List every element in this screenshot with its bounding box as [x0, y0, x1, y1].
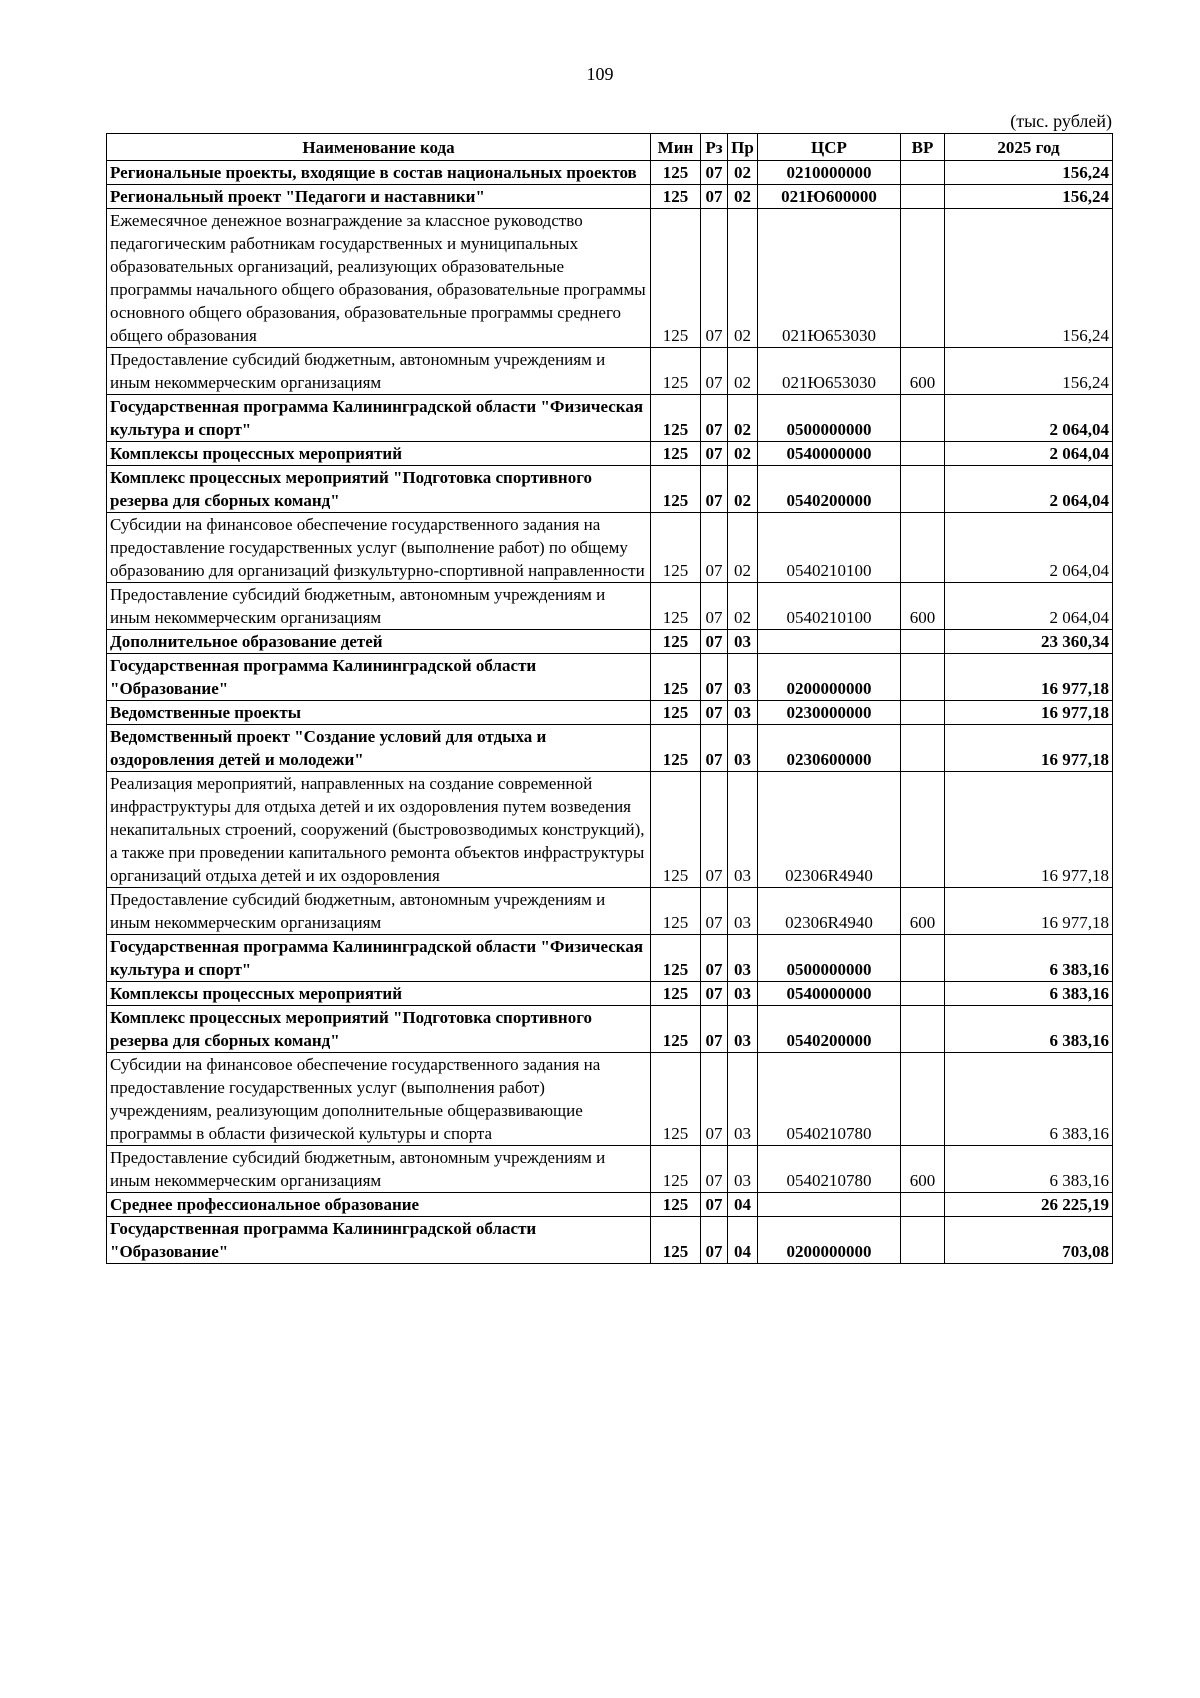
cell-csr: 0200000000 [758, 654, 901, 701]
cell-rz: 07 [701, 513, 728, 583]
cell-rz: 07 [701, 982, 728, 1006]
table-row [107, 725, 1113, 772]
cell-name: Предоставление субсидий бюджетным, автономным учреждениям и иным некоммерческим организациям [107, 348, 651, 395]
cell-min: 125 [651, 725, 701, 772]
cell-name: Субсидии на финансовое обеспечение государственного задания на предоставление государственных услуг (выполнение работ) по общему образованию для организаций физкультурно-спортивной направленности [107, 513, 651, 583]
cell-csr: 0200000000 [758, 1217, 901, 1264]
cell-csr: 0540210780 [758, 1146, 901, 1193]
cell-min: 125 [651, 348, 701, 395]
cell-pr: 03 [728, 935, 758, 982]
cell-name: Государственная программа Калининградской области "Образование" [107, 1217, 651, 1264]
cell-csr: 0210000000 [758, 161, 901, 185]
cell-amount: 156,24 [945, 348, 1113, 395]
cell-rz: 07 [701, 630, 728, 654]
cell-amount: 26 225,19 [945, 1193, 1113, 1217]
cell-rz: 07 [701, 654, 728, 701]
cell-csr: 0540200000 [758, 1006, 901, 1053]
table-row [107, 772, 1113, 888]
cell-csr: 0540210780 [758, 1053, 901, 1146]
cell-amount: 156,24 [945, 161, 1113, 185]
cell-name: Комплексы процессных мероприятий [107, 982, 651, 1006]
cell-name: Государственная программа Калининградской области "Образование" [107, 654, 651, 701]
cell-csr [758, 630, 901, 654]
cell-amount: 156,24 [945, 209, 1113, 348]
cell-amount: 156,24 [945, 185, 1113, 209]
units-note: (тыс. рублей) [1010, 111, 1112, 131]
cell-rz: 07 [701, 466, 728, 513]
cell-min: 125 [651, 442, 701, 466]
cell-csr: 0540200000 [758, 466, 901, 513]
cell-csr: 0540000000 [758, 442, 901, 466]
cell-amount: 16 977,18 [945, 888, 1113, 935]
cell-csr: 0540000000 [758, 982, 901, 1006]
cell-pr: 03 [728, 1006, 758, 1053]
cell-min: 125 [651, 161, 701, 185]
table-row [107, 1146, 1113, 1193]
table-row [107, 935, 1113, 982]
cell-min: 125 [651, 982, 701, 1006]
cell-csr: 02306R4940 [758, 772, 901, 888]
cell-amount: 6 383,16 [945, 1146, 1113, 1193]
cell-amount: 16 977,18 [945, 725, 1113, 772]
cell-min: 125 [651, 1146, 701, 1193]
cell-min: 125 [651, 466, 701, 513]
cell-pr: 03 [728, 654, 758, 701]
table-body [107, 161, 1113, 1264]
table-row [107, 701, 1113, 725]
table-row [107, 1006, 1113, 1053]
cell-vr: 600 [901, 583, 945, 630]
cell-vr [901, 1217, 945, 1264]
cell-name: Предоставление субсидий бюджетным, автономным учреждениям и иным некоммерческим организациям [107, 1146, 651, 1193]
cell-amount: 2 064,04 [945, 442, 1113, 466]
cell-csr [758, 1193, 901, 1217]
cell-amount: 2 064,04 [945, 583, 1113, 630]
cell-name: Среднее профессиональное образование [107, 1193, 651, 1217]
cell-rz: 07 [701, 1053, 728, 1146]
table-row [107, 185, 1113, 209]
cell-rz: 07 [701, 1006, 728, 1053]
table-row [107, 1053, 1113, 1146]
cell-pr: 03 [728, 772, 758, 888]
cell-vr [901, 442, 945, 466]
cell-vr [901, 513, 945, 583]
cell-min: 125 [651, 772, 701, 888]
cell-min: 125 [651, 1193, 701, 1217]
cell-rz: 07 [701, 772, 728, 888]
cell-vr [901, 161, 945, 185]
cell-rz: 07 [701, 161, 728, 185]
cell-name: Региональные проекты, входящие в состав национальных проектов [107, 161, 651, 185]
cell-min: 125 [651, 935, 701, 982]
cell-name: Комплекс процессных мероприятий "Подготовка спортивного резерва для сборных команд" [107, 1006, 651, 1053]
cell-rz: 07 [701, 442, 728, 466]
cell-vr [901, 701, 945, 725]
table-row [107, 442, 1113, 466]
cell-rz: 07 [701, 935, 728, 982]
cell-min: 125 [651, 630, 701, 654]
cell-min: 125 [651, 888, 701, 935]
cell-min: 125 [651, 185, 701, 209]
cell-pr: 02 [728, 513, 758, 583]
cell-name: Государственная программа Калининградской области "Физическая культура и спорт" [107, 395, 651, 442]
cell-pr: 02 [728, 583, 758, 630]
cell-pr: 02 [728, 395, 758, 442]
cell-pr: 02 [728, 185, 758, 209]
cell-vr [901, 630, 945, 654]
cell-amount: 6 383,16 [945, 935, 1113, 982]
cell-vr [901, 1053, 945, 1146]
cell-vr [901, 466, 945, 513]
table-row [107, 395, 1113, 442]
cell-min: 125 [651, 513, 701, 583]
cell-csr: 0540210100 [758, 513, 901, 583]
cell-rz: 07 [701, 1217, 728, 1264]
cell-min: 125 [651, 701, 701, 725]
cell-rz: 07 [701, 701, 728, 725]
table-row [107, 583, 1113, 630]
cell-pr: 03 [728, 630, 758, 654]
cell-csr: 0230600000 [758, 725, 901, 772]
cell-vr [901, 772, 945, 888]
cell-vr: 600 [901, 888, 945, 935]
cell-name: Субсидии на финансовое обеспечение государственного задания на предоставление государственных услуг (выполнения работ) учреждениям, реализующим дополнительные общеразвивающие программы в области физической культуры и спорта [107, 1053, 651, 1146]
cell-name: Государственная программа Калининградской области "Физическая культура и спорт" [107, 935, 651, 982]
cell-pr: 04 [728, 1193, 758, 1217]
header-min: Мин [651, 134, 701, 161]
cell-min: 125 [651, 1006, 701, 1053]
cell-min: 125 [651, 583, 701, 630]
header-name: Наименование кода [107, 134, 651, 161]
cell-rz: 07 [701, 1146, 728, 1193]
cell-pr: 03 [728, 701, 758, 725]
cell-csr: 0500000000 [758, 395, 901, 442]
cell-vr [901, 209, 945, 348]
table-row [107, 1217, 1113, 1264]
cell-name: Предоставление субсидий бюджетным, автономным учреждениям и иным некоммерческим организациям [107, 583, 651, 630]
table-header-row [107, 134, 1113, 161]
header-csr: ЦСР [758, 134, 901, 161]
cell-name: Реализация мероприятий, направленных на создание современной инфраструктуры для отдыха детей и их оздоровления путем возведения некапитальных строений, сооружений (быстровозводимых конструкций), а также при проведении капитального ремонта объектов инфраструктуры организаций отдыха детей и их оздоровления [107, 772, 651, 888]
table-row [107, 1193, 1113, 1217]
cell-vr [901, 725, 945, 772]
cell-amount: 2 064,04 [945, 466, 1113, 513]
cell-pr: 03 [728, 1146, 758, 1193]
cell-pr: 02 [728, 161, 758, 185]
cell-amount: 16 977,18 [945, 654, 1113, 701]
cell-csr: 0540210100 [758, 583, 901, 630]
cell-vr [901, 935, 945, 982]
cell-vr [901, 1006, 945, 1053]
page-number: 109 [586, 64, 614, 84]
cell-name: Дополнительное образование детей [107, 630, 651, 654]
budget-table [106, 133, 1113, 1264]
cell-pr: 03 [728, 1053, 758, 1146]
cell-pr: 02 [728, 442, 758, 466]
cell-vr: 600 [901, 348, 945, 395]
table-row [107, 982, 1113, 1006]
cell-amount: 16 977,18 [945, 701, 1113, 725]
cell-name: Комплексы процессных мероприятий [107, 442, 651, 466]
cell-name: Комплекс процессных мероприятий "Подготовка спортивного резерва для сборных команд" [107, 466, 651, 513]
cell-pr: 02 [728, 209, 758, 348]
cell-vr [901, 982, 945, 1006]
header-rz: Рз [701, 134, 728, 161]
table-row [107, 654, 1113, 701]
cell-amount: 6 383,16 [945, 982, 1113, 1006]
cell-rz: 07 [701, 395, 728, 442]
cell-name: Ведомственный проект "Создание условий для отдыха и оздоровления детей и молодежи" [107, 725, 651, 772]
cell-name: Ведомственные проекты [107, 701, 651, 725]
table-row [107, 161, 1113, 185]
cell-rz: 07 [701, 1193, 728, 1217]
cell-amount: 2 064,04 [945, 395, 1113, 442]
cell-rz: 07 [701, 583, 728, 630]
cell-vr [901, 654, 945, 701]
cell-rz: 07 [701, 725, 728, 772]
header-vr: ВР [901, 134, 945, 161]
cell-min: 125 [651, 654, 701, 701]
cell-rz: 07 [701, 348, 728, 395]
cell-rz: 07 [701, 209, 728, 348]
cell-pr: 02 [728, 348, 758, 395]
table-row [107, 466, 1113, 513]
cell-name: Ежемесячное денежное вознаграждение за классное руководство педагогическим работникам государственных и муниципальных образовательных организаций, реализующих образовательные программы начального общего образования, образовательные программы основного общего образования, образовательные программы среднего общего образования [107, 209, 651, 348]
cell-min: 125 [651, 1053, 701, 1146]
cell-csr: 021Ю653030 [758, 348, 901, 395]
table-row [107, 209, 1113, 348]
cell-min: 125 [651, 1217, 701, 1264]
table-row [107, 888, 1113, 935]
cell-rz: 07 [701, 185, 728, 209]
header-pr: Пр [728, 134, 758, 161]
cell-pr: 03 [728, 725, 758, 772]
cell-csr: 02306R4940 [758, 888, 901, 935]
cell-min: 125 [651, 209, 701, 348]
cell-vr: 600 [901, 1146, 945, 1193]
cell-amount: 6 383,16 [945, 1006, 1113, 1053]
cell-name: Предоставление субсидий бюджетным, автономным учреждениям и иным некоммерческим организациям [107, 888, 651, 935]
cell-rz: 07 [701, 888, 728, 935]
cell-name: Региональный проект "Педагоги и наставники" [107, 185, 651, 209]
cell-pr: 04 [728, 1217, 758, 1264]
cell-min: 125 [651, 395, 701, 442]
cell-pr: 03 [728, 888, 758, 935]
cell-csr: 0230000000 [758, 701, 901, 725]
cell-vr [901, 1193, 945, 1217]
cell-amount: 6 383,16 [945, 1053, 1113, 1146]
cell-csr: 0500000000 [758, 935, 901, 982]
table-row [107, 513, 1113, 583]
cell-pr: 02 [728, 466, 758, 513]
cell-amount: 16 977,18 [945, 772, 1113, 888]
cell-amount: 2 064,04 [945, 513, 1113, 583]
cell-amount: 23 360,34 [945, 630, 1113, 654]
cell-csr: 021Ю600000 [758, 185, 901, 209]
cell-csr: 021Ю653030 [758, 209, 901, 348]
cell-vr [901, 395, 945, 442]
cell-amount: 703,08 [945, 1217, 1113, 1264]
cell-pr: 03 [728, 982, 758, 1006]
header-year: 2025 год [945, 134, 1113, 161]
table-row [107, 630, 1113, 654]
cell-vr [901, 185, 945, 209]
table-row [107, 348, 1113, 395]
